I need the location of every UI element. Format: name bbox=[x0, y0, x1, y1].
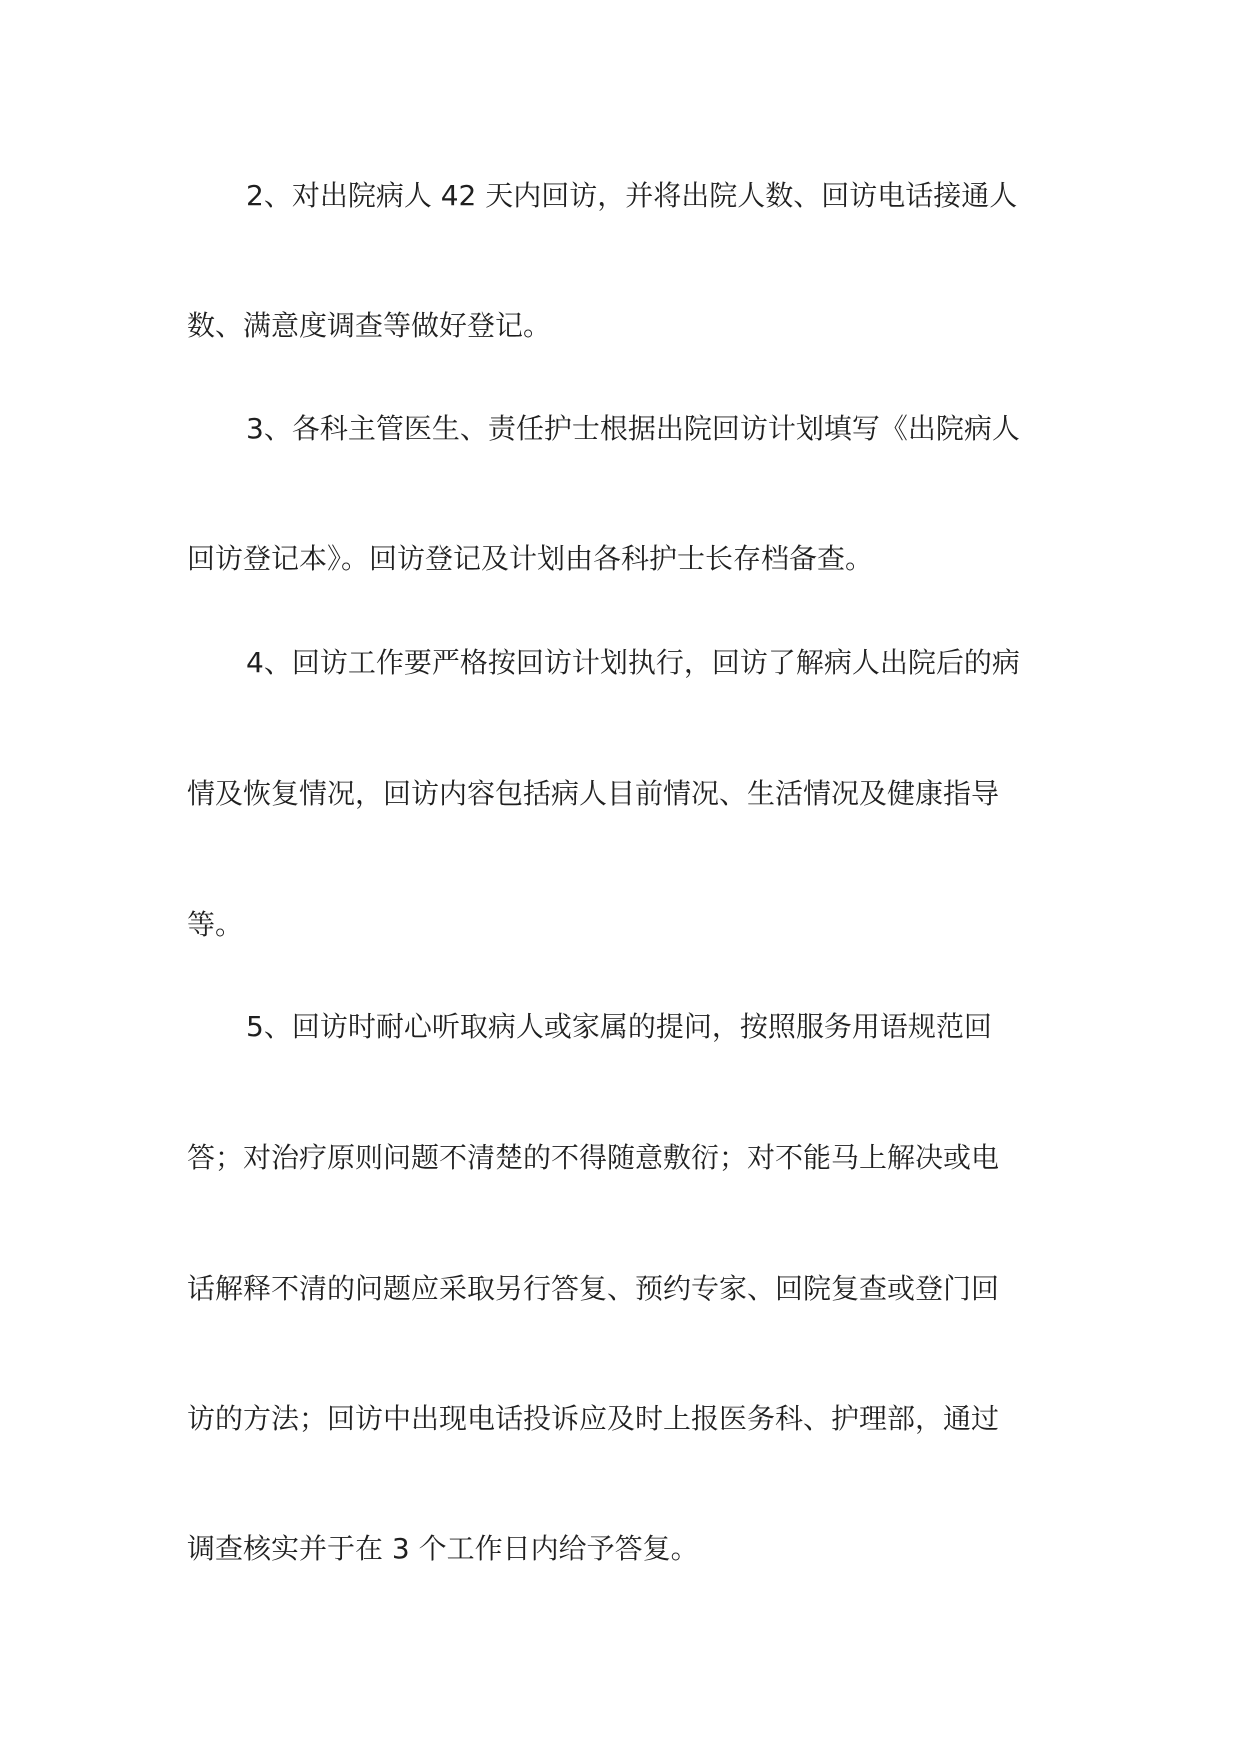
item-5-line-4: 访的方法；回访中出现电话投诉应及时上报医务科、护理部，通过 bbox=[187, 1402, 1000, 1435]
item-5-line-2: 答；对治疗原则问题不清楚的不得随意敷衍；对不能马上解决或电 bbox=[187, 1141, 1000, 1174]
item-4-line-1: 4、回访工作要严格按回访计划执行，回访了解病人出院后的病 bbox=[246, 646, 1020, 679]
item-5-line-3: 话解释不清的问题应采取另行答复、预约专家、回院复查或登门回 bbox=[187, 1272, 1000, 1305]
item-4-line-3: 等。 bbox=[187, 908, 244, 941]
item-5-line-5: 调查核实并于在 3 个工作日内给予答复。 bbox=[187, 1532, 699, 1565]
item-3-line-2: 回访登记本》。回访登记及计划由各科护士长存档备查。 bbox=[187, 542, 874, 575]
item-5-line-1: 5、回访时耐心听取病人或家属的提问，按照服务用语规范回 bbox=[246, 1010, 992, 1043]
item-3-line-1: 3、各科主管医生、责任护士根据出院回访计划填写《出院病人 bbox=[246, 412, 1020, 445]
item-4-line-2: 情及恢复情况，回访内容包括病人目前情况、生活情况及健康指导 bbox=[187, 777, 1000, 810]
item-2-line-2: 数、满意度调查等做好登记。 bbox=[187, 309, 552, 342]
item-2-line-1: 2、对出院病人 42 天内回访，并将出院人数、回访电话接通人 bbox=[246, 179, 1018, 212]
